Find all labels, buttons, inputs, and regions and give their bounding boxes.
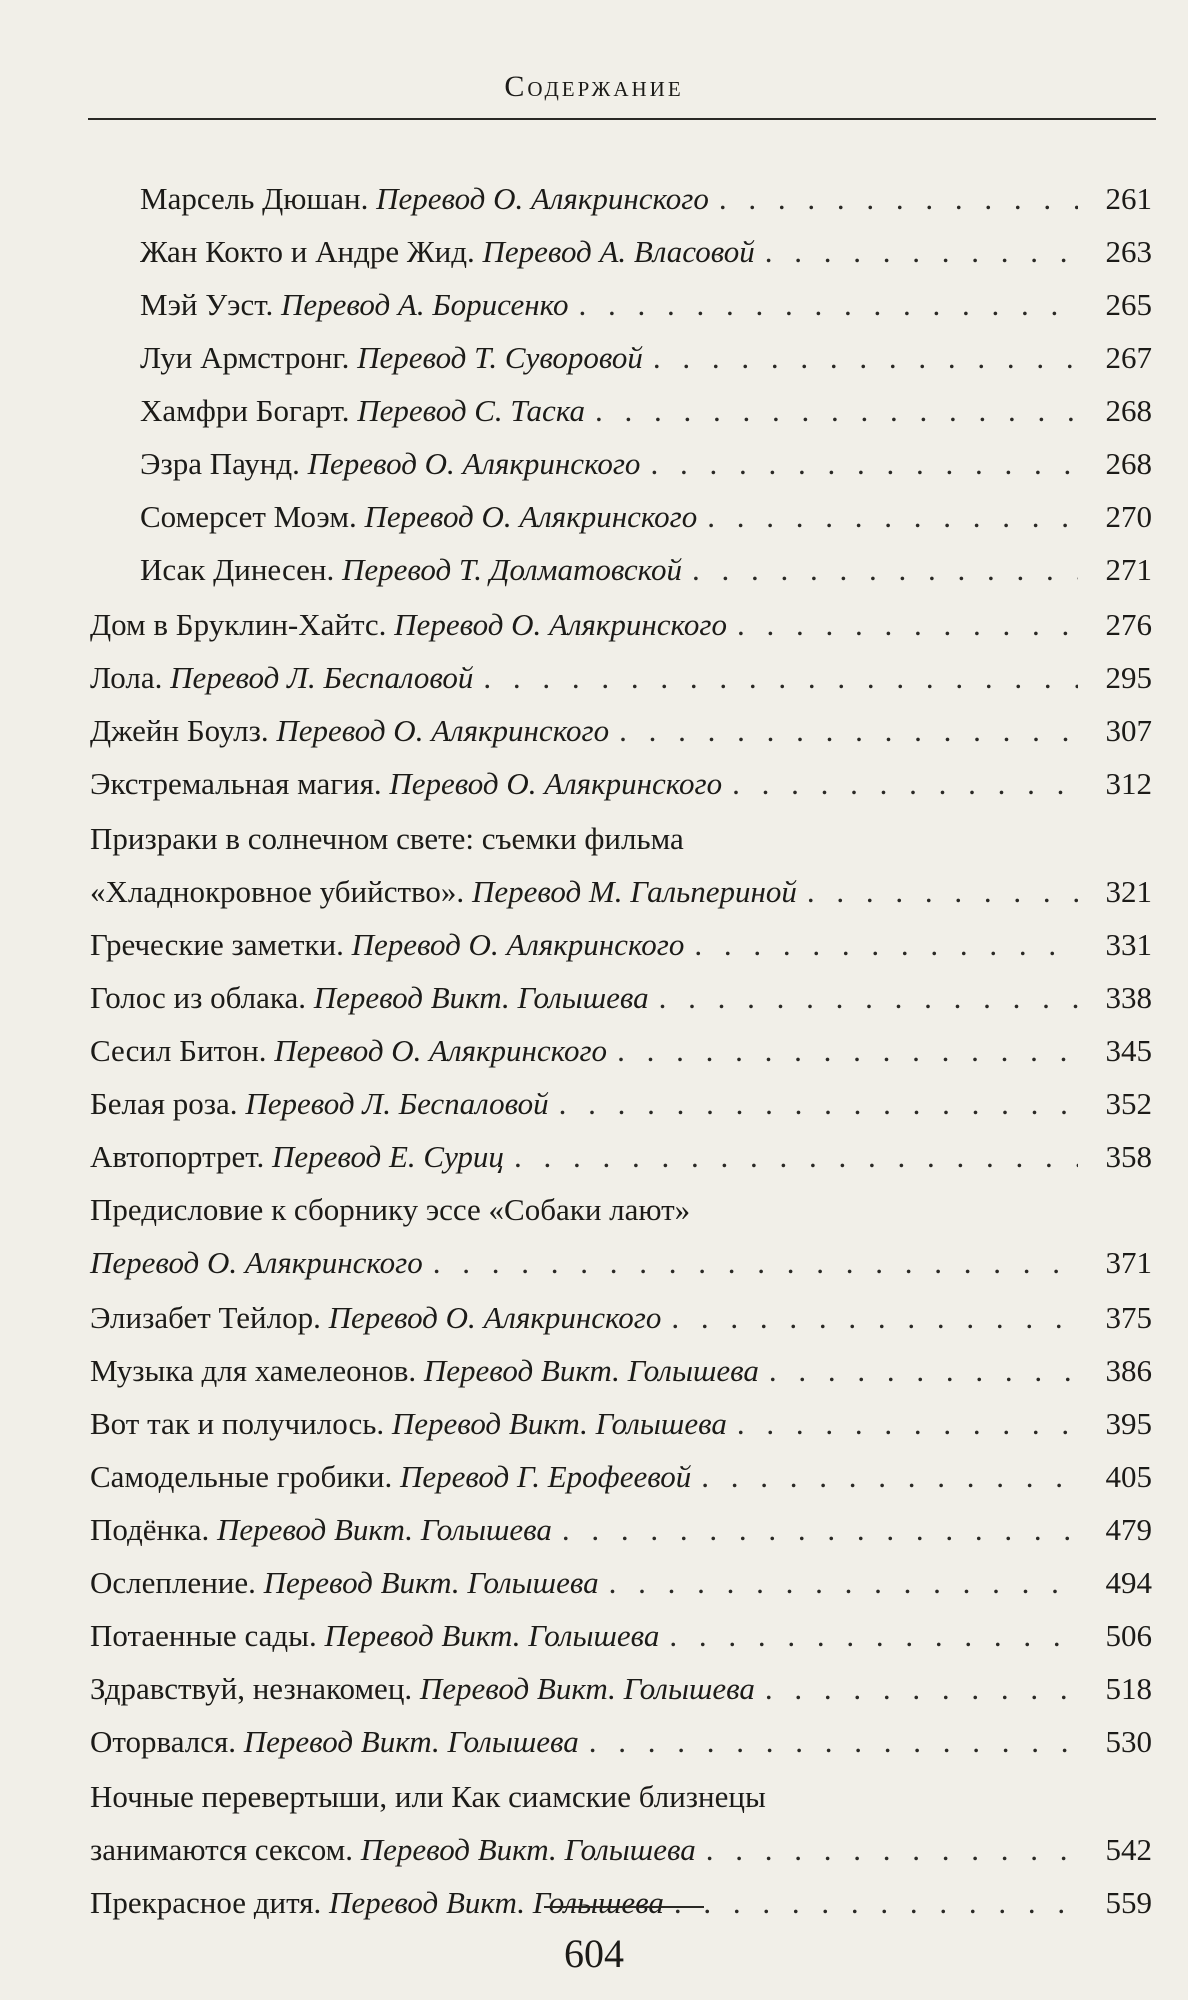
entry-title: Мэй Уэст.	[140, 287, 274, 322]
entry-text	[90, 865, 797, 918]
entry-title: Оторвался.	[90, 1724, 237, 1759]
entry-text	[90, 1503, 552, 1556]
toc-entry-title-line	[90, 1183, 1152, 1236]
dot-leader	[650, 437, 1078, 490]
toc-entry-line	[90, 1609, 1152, 1662]
entry-text	[90, 704, 609, 757]
dot-leader	[737, 1397, 1078, 1450]
toc-entry	[0, 172, 1188, 225]
toc-entry	[0, 278, 1188, 331]
toc-entry	[0, 918, 1188, 971]
toc-entry-line	[90, 1024, 1152, 1077]
toc-entry	[0, 543, 1188, 596]
entry-text	[140, 331, 643, 384]
entry-page-number: 506	[1105, 1618, 1152, 1653]
entry-translator: Перевод О. Алякринского	[389, 766, 723, 801]
entry-title: Экстремальная магия.	[90, 766, 382, 801]
toc-entry	[0, 1024, 1188, 1077]
entry-translator: Перевод Г. Ерофеевой	[399, 1459, 692, 1494]
entry-page-number: 518	[1105, 1671, 1152, 1706]
entry-page-number: 542	[1105, 1832, 1152, 1867]
entry-text	[90, 1556, 599, 1609]
entry-translator: Перевод Л. Беспаловой	[245, 1086, 549, 1121]
entry-title: Прекрасное дитя.	[90, 1885, 322, 1920]
toc-entry-line	[90, 1344, 1152, 1397]
entry-title-first-line: Предисловие к сборнику эссе «Собаки лают»	[90, 1192, 691, 1227]
entry-text	[90, 1130, 504, 1183]
toc-entry-title-line	[90, 812, 1152, 865]
entry-title: Голос из облака.	[90, 980, 306, 1015]
toc-entry-line	[90, 1236, 1152, 1289]
toc-entry	[0, 1503, 1188, 1556]
entry-text	[90, 1715, 579, 1768]
entry-page-number: 338	[1105, 980, 1152, 1015]
entry-page-number: 271	[1105, 552, 1152, 587]
toc-entry	[0, 331, 1188, 384]
toc-entry-line	[90, 918, 1152, 971]
entry-translator: Перевод О. Алякринского	[351, 927, 685, 962]
entry-text	[90, 1823, 696, 1876]
entry-page-number: 358	[1105, 1139, 1152, 1174]
toc-entry-line	[90, 971, 1152, 1024]
toc-entry	[0, 1344, 1188, 1397]
entry-title: Джейн Боулз.	[90, 713, 269, 748]
entry-translator: Перевод Т. Суворовой	[357, 340, 643, 375]
toc-entry	[0, 1183, 1188, 1289]
entry-title: Музыка для хамелеонов.	[90, 1353, 417, 1388]
toc-entry	[0, 1662, 1188, 1715]
entry-text	[140, 384, 585, 437]
dot-leader	[732, 757, 1078, 810]
entry-title: Вот так и получилось.	[90, 1406, 385, 1441]
dot-leader	[669, 1609, 1078, 1662]
toc-entry	[0, 1077, 1188, 1130]
entry-translator: Перевод Викт. Голышева	[263, 1565, 599, 1600]
toc-entry-line	[90, 757, 1152, 810]
toc-entry	[0, 225, 1188, 278]
toc-entry	[0, 1770, 1188, 1876]
entry-page-number: 270	[1105, 499, 1152, 534]
toc-entry-line	[90, 1397, 1152, 1450]
dot-leader	[719, 172, 1078, 225]
toc-entry-line	[90, 1715, 1152, 1768]
dot-leader	[706, 1823, 1078, 1876]
toc-entry-line	[90, 1291, 1152, 1344]
entry-text	[90, 1662, 755, 1715]
entry-title: Лола.	[90, 660, 163, 695]
dot-leader	[671, 1291, 1078, 1344]
entry-translator: Перевод Викт. Голышева	[243, 1724, 579, 1759]
entry-page-number: 268	[1105, 393, 1152, 428]
dot-leader	[433, 1236, 1078, 1289]
entry-title: Марсель Дюшан.	[140, 181, 369, 216]
dot-leader	[701, 1450, 1078, 1503]
entry-translator: Перевод О. Алякринского	[307, 446, 641, 481]
entry-page-number: 295	[1105, 660, 1152, 695]
dot-leader	[562, 1503, 1078, 1556]
toc-entry-line	[140, 490, 1152, 543]
dot-leader	[769, 1344, 1078, 1397]
dot-leader	[617, 1024, 1078, 1077]
entry-title-first-line: Ночные перевертыши, или Как сиамские близнецы	[90, 1779, 766, 1814]
dot-leader	[765, 1662, 1078, 1715]
entry-text	[140, 172, 709, 225]
entry-translator: Перевод Викт. Голышева	[313, 980, 649, 1015]
entry-title: Эзра Паунд.	[140, 446, 300, 481]
entry-text	[90, 1077, 549, 1130]
entry-title: Исак Динесен.	[140, 552, 335, 587]
toc-entry-line	[90, 651, 1152, 704]
entry-text	[140, 543, 682, 596]
entry-page-number: 530	[1105, 1724, 1152, 1759]
dot-leader	[807, 865, 1078, 918]
toc-entry	[0, 651, 1188, 704]
toc-entry-line	[90, 598, 1152, 651]
entry-title: Луи Армстронг.	[140, 340, 350, 375]
entry-text	[90, 918, 684, 971]
toc-entry	[0, 1609, 1188, 1662]
entry-page-number: 352	[1105, 1086, 1152, 1121]
entry-text	[90, 1397, 727, 1450]
entry-title: «Хладнокровное убийство».	[90, 874, 465, 909]
toc-entry	[0, 812, 1188, 918]
entry-title: Здравствуй, незнакомец.	[90, 1671, 413, 1706]
table-of-contents	[0, 172, 1188, 1929]
entry-text	[90, 1876, 664, 1929]
entry-translator: Перевод Викт. Голышева	[423, 1353, 759, 1388]
dot-leader	[737, 598, 1078, 651]
dot-leader	[559, 1077, 1078, 1130]
toc-entry	[0, 1876, 1188, 1929]
entry-translator: Перевод А. Борисенко	[280, 287, 569, 322]
entry-translator: Перевод Викт. Голышева	[360, 1832, 696, 1867]
entry-translator: Перевод О. Алякринского	[276, 713, 610, 748]
entry-page-number: 307	[1105, 713, 1152, 748]
toc-entry-line	[90, 1662, 1152, 1715]
entry-page-number: 321	[1105, 874, 1152, 909]
entry-page-number: 371	[1105, 1245, 1152, 1280]
toc-entry-title-line	[90, 1770, 1152, 1823]
footer-divider	[544, 1906, 704, 1908]
entry-title: Греческие заметки.	[90, 927, 344, 962]
entry-text	[140, 278, 568, 331]
entry-title: Сомерсет Моэм.	[140, 499, 357, 534]
dot-leader	[653, 331, 1078, 384]
toc-entry	[0, 1450, 1188, 1503]
entry-title-first-line: Призраки в солнечном свете: съемки фильма	[90, 821, 684, 856]
entry-text	[140, 490, 697, 543]
entry-page-number: 386	[1105, 1353, 1152, 1388]
toc-entry-line	[140, 331, 1152, 384]
dot-leader	[483, 651, 1078, 704]
entry-translator: Перевод Т. Долматовской	[341, 552, 682, 587]
entry-title: занимаются сексом.	[90, 1832, 354, 1867]
entry-translator: Перевод Викт. Голышева	[216, 1512, 552, 1547]
entry-text	[90, 651, 473, 704]
toc-entry	[0, 1291, 1188, 1344]
dot-leader	[674, 1876, 1078, 1929]
entry-page-number: 265	[1105, 287, 1152, 322]
dot-leader	[765, 225, 1078, 278]
dot-leader	[692, 543, 1078, 596]
entry-page-number: 395	[1105, 1406, 1152, 1441]
entry-title: Автопортрет.	[90, 1139, 265, 1174]
entry-title: Самодельные гробики.	[90, 1459, 393, 1494]
entry-page-number: 345	[1105, 1033, 1152, 1068]
entry-page-number: 375	[1105, 1300, 1152, 1335]
toc-entry-line	[140, 172, 1152, 225]
entry-translator: Перевод М. Гальпериной	[471, 874, 797, 909]
dot-leader	[609, 1556, 1078, 1609]
entry-text	[90, 1609, 659, 1662]
entry-translator: Перевод О. Алякринского	[364, 499, 698, 534]
entry-translator: Перевод А. Власовой	[482, 234, 755, 269]
toc-entry	[0, 1130, 1188, 1183]
toc-entry-line	[140, 225, 1152, 278]
entry-title: Белая роза.	[90, 1086, 238, 1121]
entry-translator: Перевод Викт. Голышева	[324, 1618, 660, 1653]
entry-title: Жан Кокто и Андре Жид.	[140, 234, 475, 269]
toc-entry	[0, 704, 1188, 757]
entry-title: Элизабет Тейлор.	[90, 1300, 321, 1335]
entry-text	[140, 225, 755, 278]
entry-text	[90, 1024, 607, 1077]
entry-text	[90, 598, 727, 651]
entry-title: Хамфри Богарт.	[140, 393, 350, 428]
toc-entry-line	[90, 865, 1152, 918]
page-number: 604	[564, 1931, 624, 1976]
toc-entry-line	[140, 437, 1152, 490]
entry-page-number: 268	[1105, 446, 1152, 481]
entry-title: Сесил Битон.	[90, 1033, 267, 1068]
entry-title: Ослепление.	[90, 1565, 256, 1600]
dot-leader	[707, 490, 1078, 543]
entry-page-number: 261	[1105, 181, 1152, 216]
dot-leader	[514, 1130, 1078, 1183]
dot-leader	[578, 278, 1078, 331]
entry-translator: Перевод О. Алякринского	[328, 1300, 662, 1335]
entry-translator: Перевод О. Алякринского	[376, 181, 709, 216]
entry-text	[90, 1291, 661, 1344]
entry-page-number: 276	[1105, 607, 1152, 642]
dot-leader	[694, 918, 1078, 971]
toc-entry	[0, 971, 1188, 1024]
entry-translator: Перевод С. Таска	[357, 393, 586, 428]
toc-entry-line	[90, 704, 1152, 757]
toc-entry-line	[90, 1876, 1152, 1929]
entry-translator: Перевод Л. Беспаловой	[170, 660, 474, 695]
toc-entry-line	[140, 384, 1152, 437]
entry-page-number: 494	[1105, 1565, 1152, 1600]
toc-entry	[0, 1556, 1188, 1609]
toc-entry-line	[90, 1077, 1152, 1130]
entry-translator: Перевод О. Алякринского	[394, 607, 727, 642]
entry-page-number: 267	[1105, 340, 1152, 375]
entry-text	[90, 1236, 423, 1289]
entry-page-number: 479	[1105, 1512, 1152, 1547]
header-divider	[88, 118, 1156, 120]
dot-leader	[619, 704, 1078, 757]
dot-leader	[595, 384, 1078, 437]
toc-entry-line	[140, 278, 1152, 331]
entry-translator: Перевод Викт. Голышева	[328, 1885, 664, 1920]
entry-translator: Перевод Викт. Голышева	[391, 1406, 727, 1441]
entry-page-number: 263	[1105, 234, 1152, 269]
dot-leader	[659, 971, 1078, 1024]
dot-leader	[589, 1715, 1078, 1768]
entry-page-number: 559	[1105, 1885, 1152, 1920]
toc-entry	[0, 1715, 1188, 1768]
toc-entry	[0, 1397, 1188, 1450]
toc-entry	[0, 437, 1188, 490]
entry-title: Дом в Бруклин-Хайтс.	[90, 607, 387, 642]
entry-translator: Перевод О. Алякринского	[90, 1245, 423, 1280]
entry-title: Подёнка.	[90, 1512, 210, 1547]
entry-text	[90, 1344, 759, 1397]
toc-entry-line	[140, 543, 1152, 596]
toc-entry-line	[90, 1450, 1152, 1503]
toc-entry-line	[90, 1503, 1152, 1556]
entry-translator: Перевод Викт. Голышева	[419, 1671, 755, 1706]
entry-text	[90, 1450, 691, 1503]
toc-entry	[0, 757, 1188, 810]
page-title: Содержание	[504, 70, 684, 103]
entry-page-number: 312	[1105, 766, 1152, 801]
toc-entry	[0, 384, 1188, 437]
toc-entry	[0, 598, 1188, 651]
entry-title: Потаенные сады.	[90, 1618, 317, 1653]
toc-entry-line	[90, 1130, 1152, 1183]
entry-text	[90, 757, 722, 810]
toc-entry-line	[90, 1823, 1152, 1876]
entry-text	[140, 437, 640, 490]
entry-page-number: 405	[1105, 1459, 1152, 1494]
entry-translator: Перевод Е. Суриц	[271, 1139, 504, 1174]
toc-entry-line	[90, 1556, 1152, 1609]
entry-page-number: 331	[1105, 927, 1152, 962]
entry-translator: Перевод О. Алякринского	[274, 1033, 608, 1068]
toc-entry	[0, 490, 1188, 543]
entry-text	[90, 971, 649, 1024]
